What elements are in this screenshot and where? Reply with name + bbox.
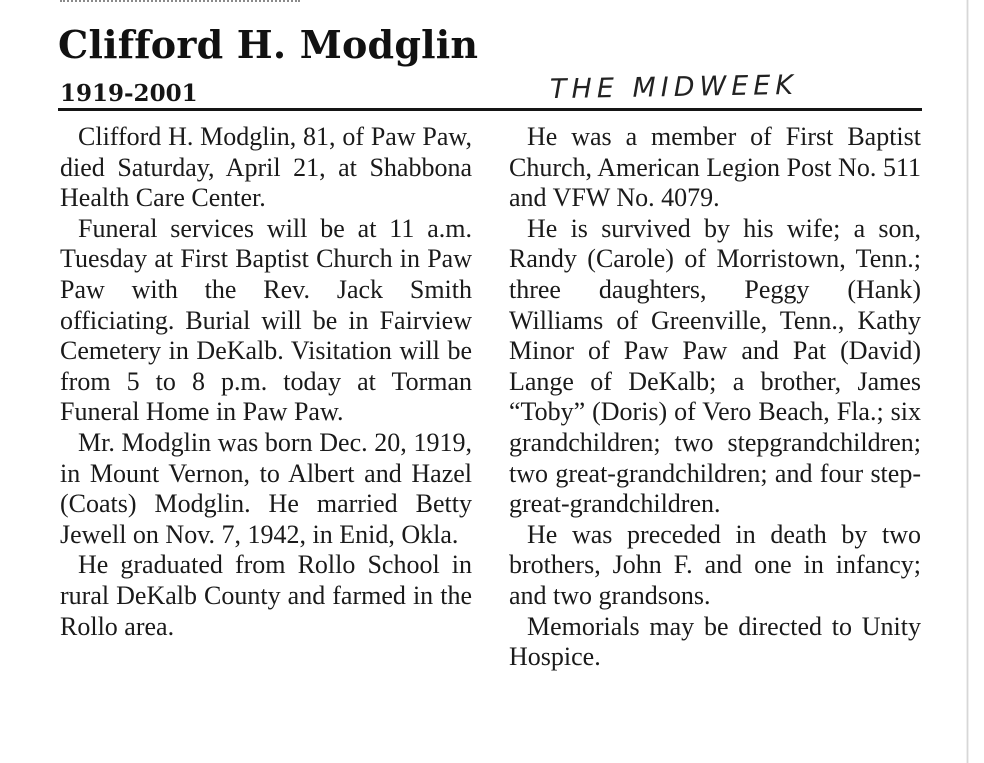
obituary-headline: Clifford H. Modglin (58, 22, 479, 67)
paragraph-education-farming: He graduated from Rollo School in rural DeKalb County and farmed in the Rollo area. (60, 550, 472, 641)
handwritten-publication-note: THE MIDWEEK (549, 69, 799, 106)
right-column (509, 122, 921, 673)
scan-page-edge (966, 0, 969, 763)
paragraph-birth-marriage: Mr. Modglin was born Dec. 20, 1919, in Mount Vernon, to Albert and Hazel (Coats) Modglin. He married Betty Jewell on Nov. 7, 1942, in Enid, Okla. (60, 427, 472, 549)
paragraph-death-notice: Clifford H. Modglin, 81, of Paw Paw, died Saturday, April 21, at Shabbona Health Care Center. (60, 122, 472, 213)
paragraph-memorials: Memorials may be directed to Unity Hospice. (509, 611, 921, 672)
scan-edge-marks (60, 0, 300, 8)
paragraph-preceded-in-death: He was preceded in death by two brothers, John F. and one in infancy; and two grandsons. (509, 519, 921, 610)
paragraph-memberships: He was a member of First Baptist Church, American Legion Post No. 511 and VFW No. 4079. (509, 122, 921, 213)
life-years: 1919-2001 (60, 80, 198, 107)
left-column (60, 122, 472, 642)
header-rule (58, 108, 922, 111)
paragraph-survivors: He is survived by his wife; a son, Randy (Carole) of Morristown, Tenn.; three daughters, Peggy (Hank) Williams of Greenville, Tenn., Kathy Minor of Paw Paw and Pat (David) Lange of DeKalb; a brother, James “Toby” (Doris) of Vero Beach, Fla.; six grandchildren; two stepgrandchildren; two great-grandchildren; and four stepgreat-grandchildren. (509, 213, 921, 519)
paragraph-services: Funeral services will be at 11 a.m. Tuesday at First Baptist Church in Paw Paw with the Rev. Jack Smith officiating. Burial will be in Fairview Cemetery in DeKalb. Visitation will be from 5 to 8 p.m. today at Torman Funeral Home in Paw Paw. (60, 213, 472, 427)
